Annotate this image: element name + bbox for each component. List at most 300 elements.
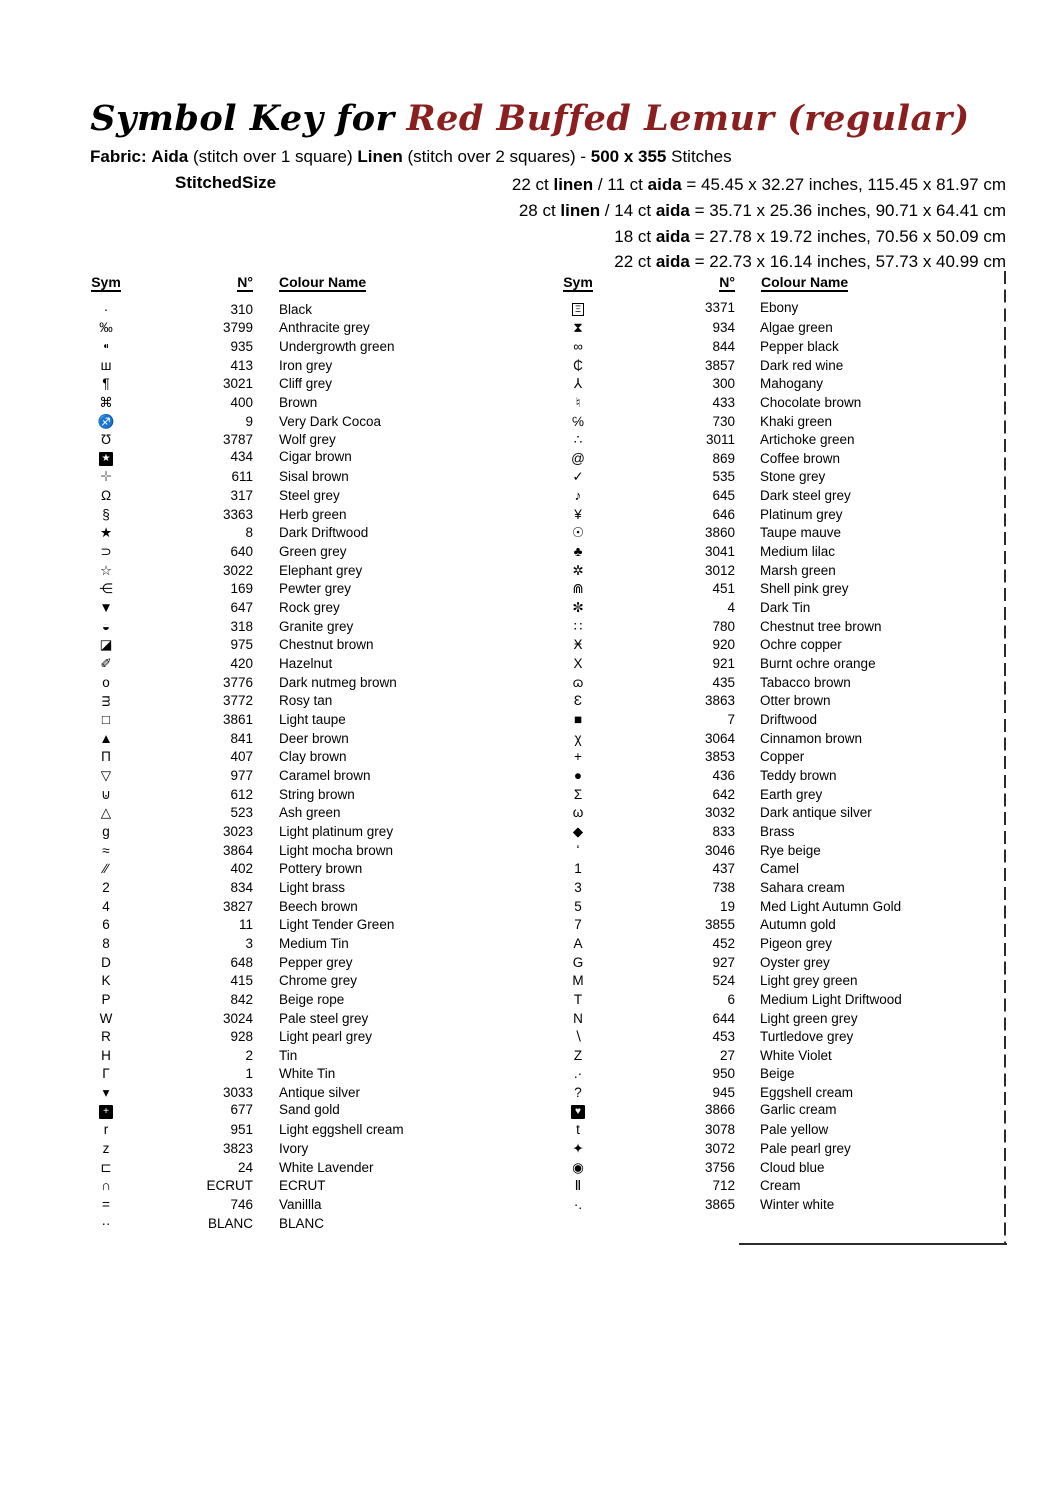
- symbol-cell: [556, 673, 600, 692]
- symbol-cell: [84, 897, 128, 916]
- symbol-cell: [84, 1103, 128, 1122]
- colour-name-cell: Oyster grey: [760, 954, 830, 970]
- colour-name-cell: Caramel brown: [279, 767, 371, 783]
- stitch-symbol-glyph: χ: [574, 730, 582, 746]
- symbol-cell: [556, 860, 600, 879]
- number-cell: 9: [245, 413, 253, 429]
- symbol-cell: [84, 1028, 128, 1047]
- colour-name-cell: Ash green: [279, 805, 341, 821]
- symbol-cell: [84, 878, 128, 897]
- stitch-symbol-glyph: ■: [573, 712, 583, 728]
- colour-name-cell: Beech brown: [279, 898, 358, 914]
- colour-name-cell: Platinum grey: [760, 506, 843, 522]
- text-segment-bold: linen: [553, 175, 594, 194]
- stitch-symbol-glyph: +: [99, 1105, 113, 1119]
- number-cell: 3064: [704, 730, 735, 746]
- stitch-symbol-glyph: 7: [574, 917, 582, 933]
- number-cell: 3853: [704, 749, 735, 765]
- table-row: [84, 337, 514, 356]
- stitch-symbol-glyph: ?: [574, 1085, 582, 1101]
- table-row: [84, 393, 514, 412]
- number-cell: 2: [245, 1047, 253, 1063]
- table-row: [84, 487, 514, 506]
- colour-name-cell: Chestnut tree brown: [760, 618, 882, 634]
- colour-name-cell: Light eggshell cream: [279, 1122, 404, 1138]
- symbol-table-right: [556, 274, 986, 1214]
- number-cell: 3011: [705, 432, 735, 448]
- stitch-symbol-glyph: ᴟ: [101, 693, 111, 709]
- symbol-cell: [556, 1140, 600, 1159]
- number-cell: 3861: [222, 712, 253, 728]
- number-cell: 400: [230, 394, 253, 410]
- symbol-cell: [84, 990, 128, 1009]
- stitch-symbol-glyph: ∖: [573, 1029, 583, 1045]
- colour-name-cell: Teddy brown: [760, 767, 837, 783]
- table-row: [556, 1196, 986, 1215]
- symbol-cell: [556, 449, 600, 468]
- table-row: [84, 766, 514, 785]
- symbol-cell: [556, 990, 600, 1009]
- number-cell: 436: [712, 767, 735, 783]
- stitch-symbol-glyph: ●: [573, 767, 583, 783]
- table-row: [556, 972, 986, 991]
- table-row: [556, 1158, 986, 1177]
- stitch-symbol-glyph: ш: [100, 357, 112, 373]
- symbol-cell: [556, 356, 600, 375]
- symbol-cell: [556, 1046, 600, 1065]
- number-cell: 8: [245, 525, 253, 541]
- symbol-cell: [84, 356, 128, 375]
- number-cell: 3799: [222, 320, 253, 336]
- text-segment-bold: Fabric:: [90, 147, 147, 166]
- table-row: [556, 916, 986, 935]
- number-cell: 407: [230, 749, 253, 765]
- stitch-symbol-glyph: G: [572, 954, 584, 970]
- stitched-size-line: [512, 172, 1006, 198]
- table-header-row: [84, 274, 514, 300]
- table-row: [84, 580, 514, 599]
- table-row: [556, 449, 986, 468]
- stitch-symbol-glyph: A: [573, 935, 583, 951]
- symbol-cell: [84, 1196, 128, 1215]
- number-cell: 452: [712, 935, 735, 951]
- symbol-cell: [84, 300, 128, 319]
- symbol-cell: [556, 636, 600, 655]
- colour-name-cell: Sahara cream: [760, 879, 845, 895]
- table-row: [84, 449, 514, 468]
- colour-name-cell: Algae green: [760, 320, 833, 336]
- colour-name-cell: Tin: [279, 1047, 298, 1063]
- symbol-cell: [556, 580, 600, 599]
- colour-name-cell: Beige rope: [279, 991, 345, 1007]
- stitch-symbol-glyph: ¥: [574, 506, 582, 522]
- number-cell: 3078: [704, 1122, 735, 1138]
- symbol-cell: [84, 841, 128, 860]
- colour-name-cell: Dark Tin: [760, 600, 811, 616]
- number-cell: 951: [230, 1122, 253, 1138]
- stitched-size-lines: [512, 172, 1006, 275]
- number-cell: 3865: [704, 1197, 735, 1213]
- colour-name-cell: Vanillla: [279, 1197, 322, 1213]
- colour-name-cell: Rock grey: [279, 600, 340, 616]
- number-cell: 648: [230, 954, 253, 970]
- colour-name-cell: Coffee brown: [760, 450, 841, 466]
- table-row: [556, 505, 986, 524]
- table-row: [84, 785, 514, 804]
- colour-name-cell: Chestnut brown: [279, 637, 374, 653]
- table-row: [556, 692, 986, 711]
- stitch-symbol-glyph: r: [103, 1122, 109, 1138]
- symbol-cell: [556, 804, 600, 823]
- colour-name-cell: Cliff grey: [279, 376, 333, 392]
- symbol-cell: [84, 375, 128, 394]
- number-cell: 524: [712, 973, 735, 989]
- colour-name-cell: Light mocha brown: [279, 842, 394, 858]
- colour-name-cell: Cream: [760, 1178, 801, 1194]
- stitch-symbol-glyph: ◒: [101, 618, 111, 634]
- symbol-cell: [556, 375, 600, 394]
- symbol-cell: [556, 934, 600, 953]
- number-cell: 3776: [222, 674, 253, 690]
- number-cell: 3032: [704, 805, 735, 821]
- symbol-cell: [556, 1177, 600, 1196]
- table-row: [84, 673, 514, 692]
- colour-name-cell: BLANC: [279, 1215, 325, 1231]
- number-cell: 19: [719, 898, 735, 914]
- stitch-symbol-glyph: ‰: [99, 320, 113, 336]
- table-row: [84, 972, 514, 991]
- number-cell: 7: [727, 712, 735, 728]
- stitch-symbol-glyph: Ɛ: [573, 693, 583, 709]
- symbol-cell: [84, 822, 128, 841]
- colour-name-cell: Brown: [279, 394, 318, 410]
- number-cell: 402: [230, 861, 253, 877]
- table-row: [556, 543, 986, 562]
- table-row: [556, 953, 986, 972]
- number-cell: 1: [245, 1066, 253, 1082]
- stitch-symbol-glyph: ♐: [97, 413, 115, 429]
- colour-name-cell: Burnt ochre orange: [760, 656, 876, 672]
- symbol-cell: [556, 1158, 600, 1177]
- table-row: [556, 617, 986, 636]
- table-row: [556, 393, 986, 412]
- number-cell: 977: [230, 767, 253, 783]
- number-cell: 27: [719, 1047, 735, 1063]
- number-cell: 523: [230, 805, 253, 821]
- colour-name-cell: Elephant grey: [279, 562, 363, 578]
- symbol-cell: [556, 487, 600, 506]
- number-cell: 927: [712, 954, 735, 970]
- table-row: [84, 468, 514, 487]
- number-cell: 780: [712, 618, 735, 634]
- number-cell: 975: [230, 637, 253, 653]
- number-cell: 934: [712, 320, 735, 336]
- symbol-cell: [556, 431, 600, 450]
- stitch-symbol-glyph: ◉: [572, 1159, 584, 1175]
- table-row: [556, 766, 986, 785]
- text-segment-bold: aida: [655, 200, 690, 220]
- symbol-cell: [84, 337, 128, 356]
- number-cell: 645: [712, 488, 735, 504]
- number-cell: 24: [237, 1159, 253, 1175]
- number-cell: 3: [245, 935, 253, 951]
- colour-name-cell: String brown: [279, 786, 355, 802]
- text-segment: = 22.73 x 16.14 inches, 57.73 x 40.99 cm: [689, 252, 1006, 272]
- colour-name-cell: Light Tender Green: [279, 917, 395, 933]
- symbol-cell: [556, 468, 600, 487]
- stitch-symbol-glyph: ♮: [575, 394, 581, 410]
- table-row: [556, 897, 986, 916]
- text-segment-bold: aida: [647, 175, 682, 194]
- number-cell: 646: [712, 506, 735, 522]
- stitch-symbol-glyph: ◪: [99, 637, 113, 653]
- colour-name-cell: Light green grey: [760, 1010, 858, 1026]
- table-row: [84, 300, 514, 319]
- number-cell: 945: [712, 1085, 735, 1101]
- symbol-cell: [84, 1084, 128, 1103]
- table-row: [84, 916, 514, 935]
- stitch-symbol-glyph: ▲: [99, 730, 113, 746]
- colour-name-cell: Rye beige: [760, 842, 821, 858]
- stitch-symbol-glyph: §: [102, 506, 110, 522]
- symbol-cell: [84, 505, 128, 524]
- number-cell: 3772: [222, 693, 253, 709]
- colour-name-cell: Winter white: [760, 1197, 835, 1213]
- table-row: [556, 1028, 986, 1047]
- text-segment: 18 ct: [614, 226, 656, 246]
- stitch-symbol-glyph: ✼: [572, 600, 584, 616]
- colour-name-cell: Rosy tan: [279, 693, 333, 709]
- colour-name-cell: Stone grey: [760, 469, 826, 485]
- table-row: [84, 934, 514, 953]
- stitch-symbol-glyph: 8: [102, 935, 110, 951]
- table-row: [556, 841, 986, 860]
- stitch-symbol-glyph: ∴: [573, 432, 583, 448]
- symbol-cell: [84, 524, 128, 543]
- number-cell: 869: [712, 450, 735, 466]
- number-cell: 169: [230, 581, 253, 597]
- colour-name-cell: Very Dark Cocoa: [279, 413, 382, 429]
- header-sym: Sym: [563, 274, 593, 290]
- table-row: [556, 561, 986, 580]
- symbol-cell: [556, 1084, 600, 1103]
- symbol-cell: [84, 636, 128, 655]
- number-cell: 647: [230, 600, 253, 616]
- colour-name-cell: White Lavender: [279, 1159, 374, 1175]
- stitch-symbol-glyph: Ω: [100, 488, 112, 504]
- number-cell: 3787: [222, 432, 253, 448]
- table-row: [556, 487, 986, 506]
- number-cell: 434: [230, 449, 253, 465]
- colour-name-cell: Ivory: [279, 1141, 309, 1157]
- symbol-cell: [84, 953, 128, 972]
- number-cell: 535: [712, 469, 735, 485]
- symbol-cell: [556, 524, 600, 543]
- table-row: [84, 953, 514, 972]
- stitch-symbol-glyph: 3: [574, 879, 582, 895]
- symbol-cell: [556, 617, 600, 636]
- symbol-cell: [556, 1103, 600, 1122]
- table-row: [84, 878, 514, 897]
- stitch-symbol-glyph: ʻ: [576, 842, 580, 858]
- page-title-prefix: Symbol Key for: [90, 98, 395, 139]
- table-row: [556, 673, 986, 692]
- text-segment-bold: linen: [560, 200, 601, 220]
- symbol-cell: [84, 543, 128, 562]
- stitched-size-label: StitchedSize: [175, 173, 277, 192]
- colour-name-cell: Otter brown: [760, 693, 831, 709]
- number-cell: 3823: [222, 1141, 253, 1157]
- table-row: [556, 356, 986, 375]
- stitch-symbol-glyph: =: [102, 1197, 110, 1213]
- stitch-symbol-glyph: W: [99, 1010, 113, 1026]
- number-cell: 950: [712, 1066, 735, 1082]
- colour-name-cell: Camel: [760, 861, 800, 877]
- text-segment: 22 ct: [614, 252, 656, 272]
- number-cell: 317: [230, 488, 253, 504]
- table-row: [556, 580, 986, 599]
- number-cell: 844: [712, 338, 735, 354]
- number-cell: 730: [712, 413, 735, 429]
- table-row: [84, 1028, 514, 1047]
- colour-name-cell: Chrome grey: [279, 973, 358, 989]
- text-segment-bold: 500 x 355: [590, 147, 667, 166]
- table-row: [84, 822, 514, 841]
- table-row: [84, 524, 514, 543]
- stitch-symbol-glyph: ◆: [572, 823, 584, 839]
- table-row: [84, 804, 514, 823]
- stitch-symbol-glyph: ⌘: [99, 394, 113, 410]
- colour-name-cell: Marsh green: [760, 562, 836, 578]
- number-cell: 415: [230, 973, 253, 989]
- table-row: [556, 337, 986, 356]
- symbol-cell: [84, 916, 128, 935]
- stitch-symbol-glyph: ≈: [102, 842, 110, 858]
- table-row: [556, 599, 986, 618]
- symbol-cell: [84, 972, 128, 991]
- symbol-cell: [556, 822, 600, 841]
- colour-name-cell: Sand gold: [279, 1102, 340, 1118]
- stitch-symbol-glyph: X: [573, 656, 583, 672]
- symbol-cell: [84, 748, 128, 767]
- stitch-symbol-glyph: ∷: [573, 618, 583, 634]
- symbol-cell: [556, 393, 600, 412]
- symbol-cell: [556, 1196, 600, 1215]
- stitch-symbol-glyph: □: [101, 712, 111, 728]
- symbol-cell: [84, 561, 128, 580]
- number-cell: 3046: [704, 842, 735, 858]
- number-cell: 318: [230, 618, 253, 634]
- colour-name-cell: White Tin: [279, 1066, 336, 1082]
- table-row: [556, 636, 986, 655]
- colour-name-cell: Cinnamon brown: [760, 730, 863, 746]
- colour-name-cell: Hazelnut: [279, 656, 333, 672]
- number-cell: 3855: [704, 917, 735, 933]
- stitch-symbol-glyph: o: [102, 674, 110, 690]
- stitch-symbol-glyph: ★: [99, 525, 113, 541]
- number-cell: 677: [230, 1102, 253, 1118]
- stitch-symbol-glyph: ▽: [100, 767, 112, 783]
- stitch-symbol-glyph: 5: [574, 898, 582, 914]
- colour-name-cell: Pigeon grey: [760, 935, 833, 951]
- symbol-cell: [84, 1009, 128, 1028]
- stitch-symbol-glyph: R: [101, 1029, 111, 1045]
- colour-name-cell: Taupe mauve: [760, 525, 842, 541]
- table-row: [556, 710, 986, 729]
- table-row: [556, 860, 986, 879]
- number-cell: 3023: [222, 823, 253, 839]
- symbol-cell: [556, 953, 600, 972]
- number-cell: 842: [230, 991, 253, 1007]
- table-row: [84, 1140, 514, 1159]
- symbol-cell: [84, 431, 128, 450]
- stitch-symbol-glyph: ♪: [574, 488, 582, 504]
- table-row: [84, 599, 514, 618]
- colour-name-cell: Dark steel grey: [760, 488, 851, 504]
- table-row: [556, 1009, 986, 1028]
- table-row: [556, 524, 986, 543]
- table-row: [84, 1046, 514, 1065]
- table-row: [84, 897, 514, 916]
- symbol-cell: [84, 692, 128, 711]
- stitch-symbol-glyph: ℅: [572, 413, 584, 429]
- colour-name-cell: Shell pink grey: [760, 581, 849, 597]
- symbol-cell: [556, 412, 600, 431]
- table-row: [84, 431, 514, 450]
- table-row: [556, 1084, 986, 1103]
- colour-name-cell: Dark nutmeg brown: [279, 674, 397, 690]
- colour-name-cell: Wolf grey: [279, 432, 336, 448]
- text-segment-bold: aida: [655, 252, 690, 272]
- stitch-symbol-glyph: ✛: [100, 469, 112, 485]
- colour-name-cell: Mahogany: [760, 376, 824, 392]
- colour-name-cell: Beige: [760, 1066, 795, 1082]
- table-row: [84, 636, 514, 655]
- stitch-symbol-glyph: △: [100, 805, 112, 821]
- colour-name-cell: Dark antique silver: [760, 805, 872, 821]
- page-title-subject: Red Buffed Lemur (regular): [406, 98, 970, 139]
- text-segment-bold: Linen: [357, 147, 403, 166]
- stitch-symbol-glyph: ⊃: [100, 544, 112, 560]
- stitch-symbol-glyph: ★: [99, 452, 113, 466]
- colour-name-cell: Clay brown: [279, 749, 347, 765]
- colour-name-cell: White Violet: [760, 1047, 832, 1063]
- header-colour-name: Colour Name: [279, 274, 367, 290]
- number-cell: 935: [230, 338, 253, 354]
- stitch-symbol-glyph: Γ: [102, 1066, 110, 1082]
- stitch-symbol-glyph: ∩: [101, 1178, 111, 1194]
- symbol-cell: [556, 972, 600, 991]
- symbol-table-left: [84, 274, 514, 1233]
- colour-name-cell: Earth grey: [760, 786, 823, 802]
- text-segment: = 45.45 x 32.27 inches, 115.45 x 81.97 cm: [681, 175, 1006, 194]
- number-cell: 11: [238, 917, 253, 933]
- number-cell: 3864: [222, 842, 253, 858]
- colour-name-cell: Brass: [760, 823, 795, 839]
- number-cell: 310: [230, 301, 253, 317]
- table-row: [84, 748, 514, 767]
- colour-name-cell: Medium Tin: [279, 935, 349, 951]
- table-row: [556, 1177, 986, 1196]
- table-row: [556, 319, 986, 338]
- table-row: [84, 710, 514, 729]
- symbol-cell: [556, 1028, 600, 1047]
- text-segment: 22 ct: [511, 175, 554, 194]
- colour-name-cell: Anthracite grey: [279, 320, 370, 336]
- colour-name-cell: Copper: [760, 749, 805, 765]
- table-row: [84, 1084, 514, 1103]
- colour-name-cell: Pale pearl grey: [760, 1141, 851, 1157]
